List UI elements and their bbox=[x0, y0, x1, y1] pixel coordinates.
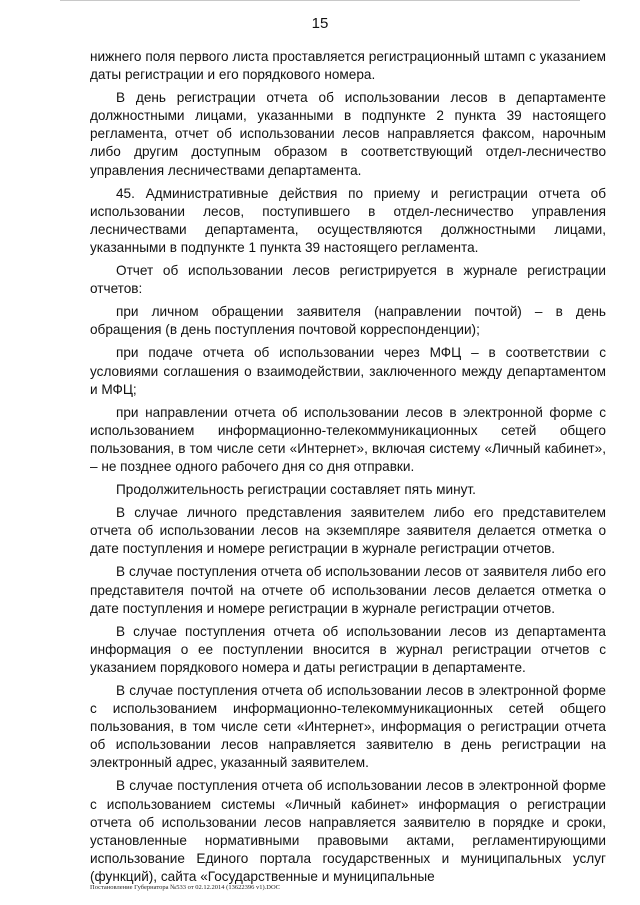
top-divider bbox=[60, 0, 580, 1]
paragraph: В случае поступления отчета об использовании лесов в электронной форме с использованием информационно-телекоммуникационных сетей общего пользования, в том числе сети «Интернет», информация о регистрации отчета об использовании лесов направляется заявителю в день регистрации на электронный адрес, указанный заявителем. bbox=[90, 683, 606, 771]
paragraph: при подаче отчета об использовании через МФЦ – в соответствии с условиями соглашения о взаимодействии, заключенного между департаментом и МФЦ; bbox=[90, 345, 606, 397]
paragraph: Отчет об использовании лесов регистрируется в журнале регистрации отчетов: bbox=[90, 263, 606, 297]
document-body bbox=[90, 48, 606, 891]
paragraph: В случае личного представления заявителем либо его представителем отчета об использовании лесов на экземпляре заявителя делается отметка о дате поступления и номере регистрации в журнале регистрации отчетов. bbox=[90, 505, 606, 557]
paragraph: нижнего поля первого листа проставляется регистрационный штамп с указанием даты регистрации и его порядкового номера. bbox=[90, 49, 606, 83]
paragraph: Продолжительность регистрации составляет пять минут. bbox=[116, 482, 476, 498]
paragraph: 45. Административные действия по приему и регистрации отчета об использовании лесов, поступившего в отдел-лесничество управления лесничествами департамента, осуществляются должностными лицами, указанными в подпункте 1 пункта 39 настоящего регламента. bbox=[90, 185, 606, 255]
paragraph: В день регистрации отчета об использовании лесов в департаменте должностными лицами, указанными в подпункте 2 пункта 39 настоящего регламента, отчет об использовании лесов направляется факсом, нарочным либо другим доступным образом в соответствующий отдел-лесничество управления лесничествами департамента. bbox=[90, 90, 606, 178]
paragraph: при личном обращении заявителя (направлении почтой) – в день обращения (в день поступления почтовой корреспонденции); bbox=[90, 304, 606, 338]
document-footer: Постановление Губернатора №533 от 02.12.2014 (13622396 v1).DOC bbox=[90, 884, 280, 891]
paragraph: В случае поступления отчета об использовании лесов из департамента информация о ее поступлении вносится в журнал регистрации отчетов с указанием порядкового номера и даты регистрации в департаменте. bbox=[90, 623, 606, 675]
page-number: 15 bbox=[311, 15, 329, 32]
paragraph: при направлении отчета об использовании лесов в электронной форме с использованием информационно-телекоммуникационных сетей общего пользования, в том числе сети «Интернет», включая систему «Личный кабинет», – не позднее одного рабочего дня со дня отправки. bbox=[90, 404, 606, 474]
paragraph: В случае поступления отчета об использовании лесов в электронной форме с использованием системы «Личный кабинет» информация о регистрации отчета об использовании лесов направляется заявителю в порядке и сроки, установленные нормативными правовыми актами, регламентирующими использование Единого портала государственных и муниципальных услуг (функций), сайта «Государственные и муниципальные bbox=[90, 778, 606, 884]
paragraph: В случае поступления отчета об использовании лесов от заявителя либо его представителя почтой на отчете об использовании лесов делается отметка о дате поступления и номере регистрации в журнале регистрации отчетов. bbox=[90, 564, 606, 616]
